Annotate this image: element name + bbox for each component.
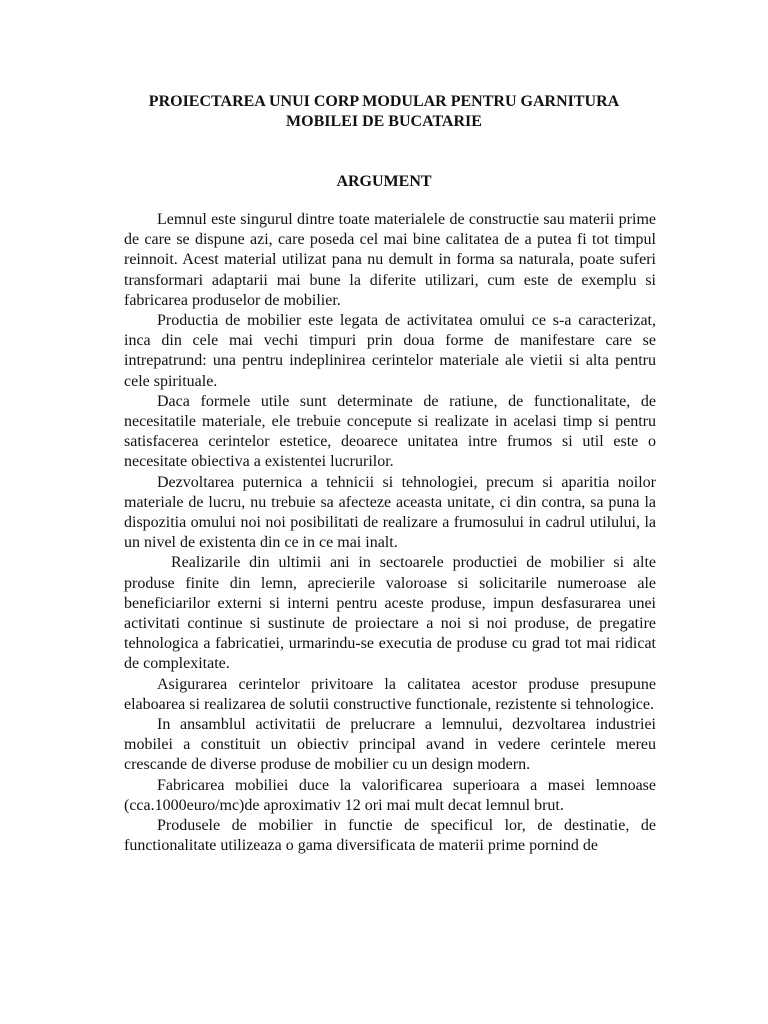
document-title-line-1: PROIECTAREA UNUI CORP MODULAR PENTRU GARNITURA (148, 93, 620, 110)
paragraph-5: Realizarile din ultimii ani in sectoarele productiei de mobilier si alte produse finite din lemn, aprecierile valoroase si solicitarile numeroase ale beneficiarilor externi si interni pentru aceste produse, impun desfasurarea unei activitati continue si sustinute de proiectare a noi si noi produse, de pregatire tehnologica a fabricatiei, urmarindu-se executia de produse cu grad tot mai ridicat de complexitate. (124, 554, 656, 673)
paragraph-6: Asigurarea cerintelor privitoare la calitatea acestor produse presupune elaboarea si realizarea de solutii constructive functionale, rezistente si tehnologice. (124, 675, 656, 713)
body-text (124, 210, 656, 857)
paragraph-7: In ansamblul activitatii de prelucrare a lemnului, dezvoltarea industriei mobilei a constituit un obiectiv principal avand in vedere cerintele mereu crescande de diverse produse de mobilier cu un design modern. (124, 716, 656, 774)
section-heading: ARGUMENT (336, 173, 432, 190)
document-title-line-2: MOBILEI DE BUCATARIE (286, 113, 482, 130)
paragraph-2: Productia de mobilier este legata de activitatea omului ce s-a caracterizat, inca din cele mai vechi timpuri prin doua forme de manifestare care se intrepatrund: una pentru indeplinirea cerintelor materiale ale vietii si alta pentru cele spirituale. (124, 312, 656, 390)
paragraph-9: Produsele de mobilier in functie de specificul lor, de destinatie, de functionalitate utilizeaza o gama diversificata de materii prime pornind de (124, 817, 656, 855)
paragraph-3: Daca formele utile sunt determinate de ratiune, de functionalitate, de necesitatile materiale, ele trebuie concepute si realizate in acelasi timp si pentru satisfacerea cerintelor estetice, deoarece unitatea intre frumos si util este o necesitate obiectiva a existentei lucrurilor. (124, 392, 656, 471)
paragraph-8: Fabricarea mobiliei duce la valorificarea superioara a masei lemnoase (cca.1000euro/mc)de aproximativ 12 ori mai mult decat lemnul brut. (124, 776, 656, 814)
paragraph-4: Dezvoltarea puternica a tehnicii si tehnologiei, precum si aparitia noilor materiale de lucru, nu trebuie sa afecteze aceasta unitate, ci din contra, sa puna la dispozitia omului noi noi posibilitati de realizare a frumosului in cadrul utilului, la un nivel de existenta din ce in ce mai inalt. (124, 473, 656, 552)
paragraph-1: Lemnul este singurul dintre toate materialele de constructie sau materii prime de care se dispune azi, care poseda cel mai bine calitatea de a putea fi tot timpul reinnoit. Acest material utilizat pana nu demult in forma sa naturala, poate suferi transformari adaptarii mai bune la diferite utilizari, cum este de exemplu si fabricarea produselor de mobilier. (124, 211, 656, 309)
